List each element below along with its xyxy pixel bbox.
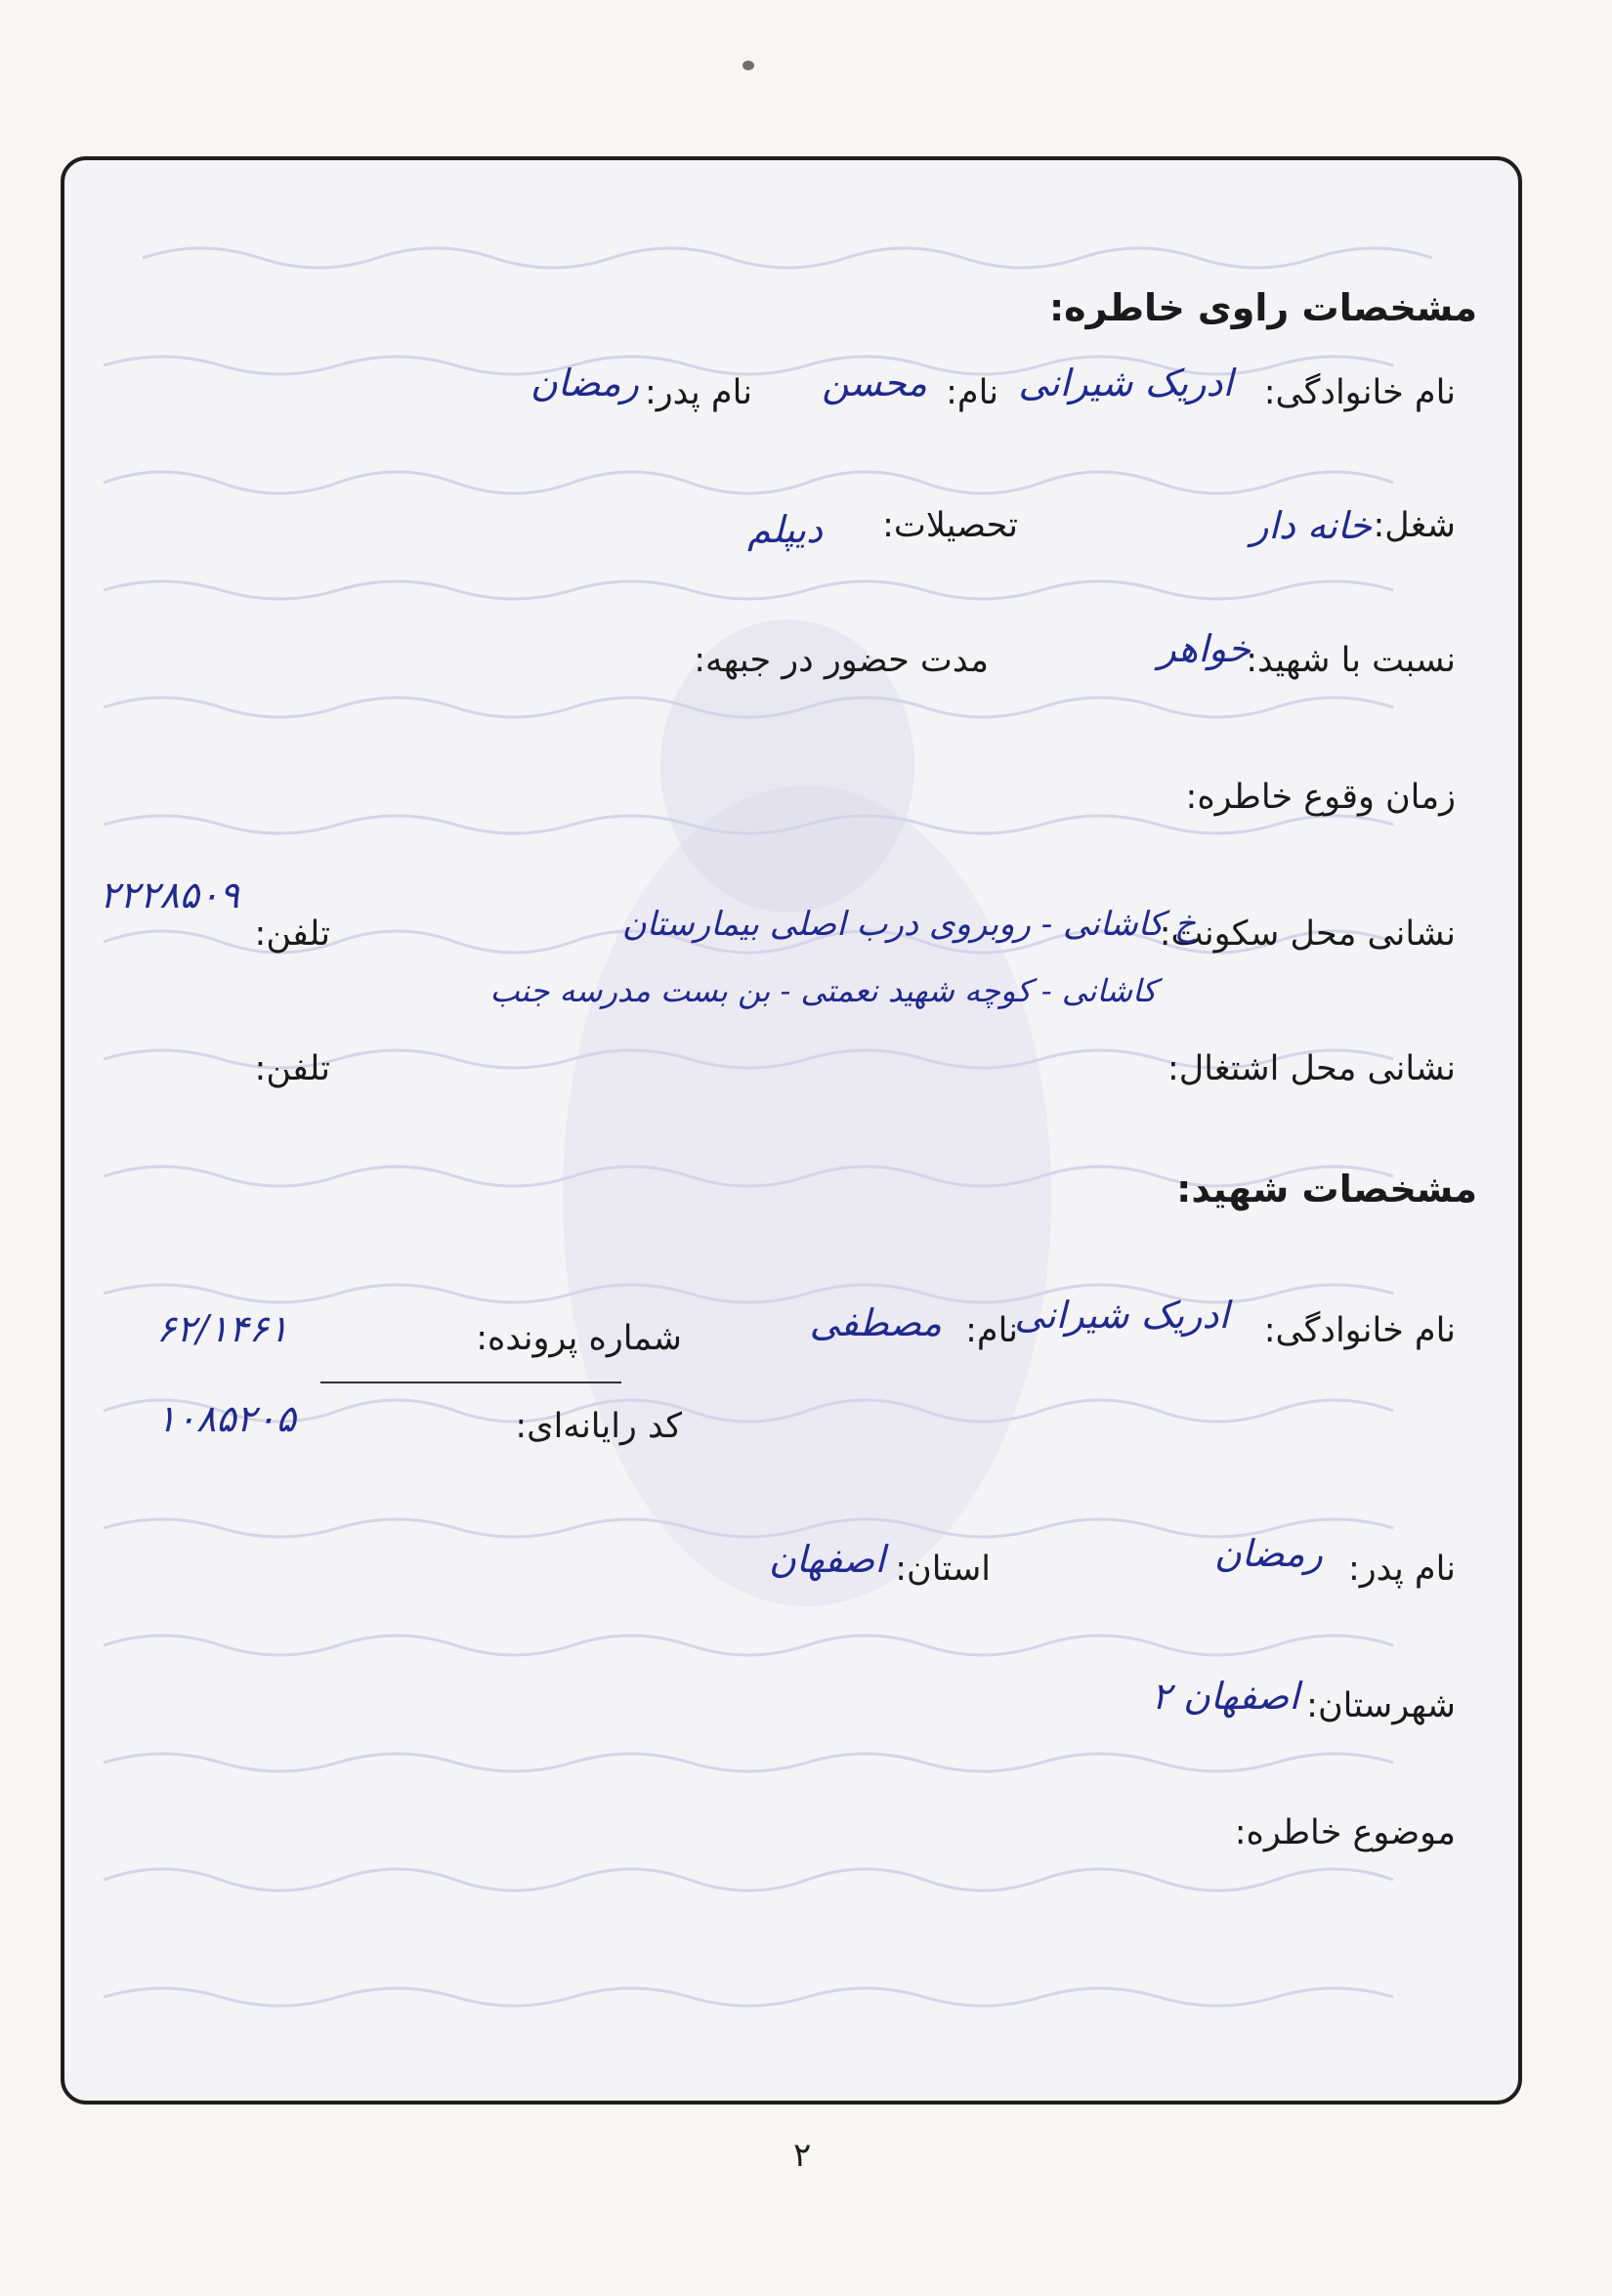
narrator-education-label: تحصیلات: — [882, 506, 1018, 545]
narrator-memory-time-label: زمان وقوع خاطره: — [1185, 778, 1456, 817]
narrator-job-value: خانه دار — [1251, 504, 1372, 547]
narrator-education-value: دیپلم — [747, 508, 823, 551]
narrator-relation-value: خواهر — [1158, 627, 1251, 670]
martyr-province-value: اصفهان — [768, 1538, 885, 1581]
martyr-name-value: مصطفی — [809, 1301, 942, 1344]
file-number-rule — [320, 1382, 621, 1383]
narrator-address-label: نشانی محل سکونت: — [1159, 914, 1456, 954]
page-number: ۲ — [793, 2136, 812, 2175]
martyr-code-label: کد رایانه‌ای: — [515, 1407, 682, 1446]
narrator-family-label: نام خانوادگی: — [1263, 373, 1456, 412]
martyr-father-value: رمضان — [1213, 1532, 1323, 1575]
narrator-address-value-2: کاشانی - کوچه شهید نعمتی - بن بست مدرسه جنب — [489, 972, 1157, 1009]
martyr-name-label: نام: — [965, 1311, 1018, 1350]
narrator-family-value: ادریک شیرانی — [1018, 361, 1233, 404]
martyr-file-value: ۶۲/۱۴۶۱ — [156, 1307, 289, 1350]
martyr-family-value: ادریک شیرانی — [1014, 1294, 1229, 1337]
martyr-father-label: نام پدر: — [1347, 1550, 1456, 1589]
martyr-heading: مشخصات شهید: — [1176, 1168, 1477, 1211]
narrator-job-label: شغل: — [1373, 506, 1456, 545]
martyr-county-label: شهرستان: — [1306, 1686, 1456, 1725]
narrator-front-label: مدت حضور در جبهه: — [694, 641, 989, 680]
martyr-code-value: ۱۰۸۵۲۰۵ — [156, 1397, 296, 1440]
narrator-phone-label: تلفن: — [254, 914, 330, 954]
narrator-name-label: نام: — [946, 373, 998, 412]
martyr-county-value: اصفهان ۲ — [1151, 1675, 1299, 1718]
narrator-work-phone-label: تلفن: — [254, 1049, 330, 1088]
narrator-heading: مشخصات راوی خاطره: — [1048, 286, 1477, 329]
martyr-province-label: استان: — [895, 1550, 991, 1589]
narrator-phone-value: ۲۲۲۸۵۰۹ — [100, 873, 239, 916]
page-speck — [742, 61, 754, 70]
narrator-name-value: محسن — [822, 361, 927, 404]
narrator-father-value: رمضان — [530, 361, 639, 404]
form-frame — [61, 156, 1522, 2105]
narrator-relation-label: نسبت با شهید: — [1246, 641, 1456, 680]
martyr-family-label: نام خانوادگی: — [1263, 1311, 1456, 1350]
narrator-work-address-label: نشانی محل اشتغال: — [1167, 1049, 1456, 1088]
narrator-father-label: نام پدر: — [644, 373, 752, 412]
martyr-file-label: شماره پرونده: — [476, 1319, 682, 1358]
narrator-address-value-1: خ کاشانی - روبروی درب اصلی بیمارستان — [621, 905, 1196, 944]
martyr-topic-label: موضوع خاطره: — [1234, 1813, 1456, 1852]
